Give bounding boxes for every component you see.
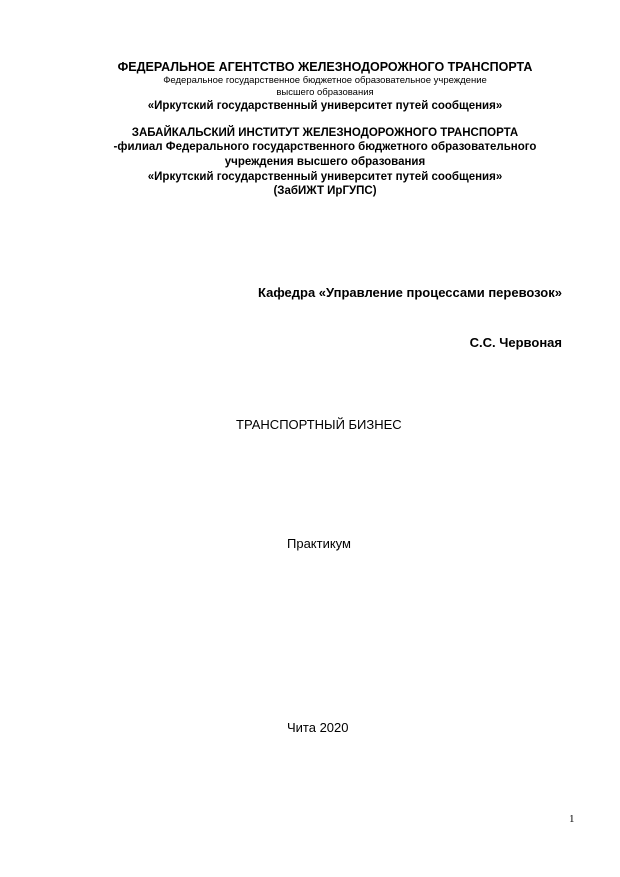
- document-title: ТРАНСПОРТНЫЙ БИЗНЕС: [236, 417, 402, 432]
- institute-branch-line-1: -филиал Федерального государственного бюджетного образовательного: [113, 141, 537, 153]
- author-name: С.С. Червоная: [469, 335, 562, 350]
- institution-type-line-1: Федеральное государственное бюджетное образовательное учреждение: [163, 75, 487, 86]
- document-type: Практикум: [287, 536, 351, 551]
- department-name: Кафедра «Управление процессами перевозок»: [258, 285, 562, 300]
- page-number: 1: [569, 813, 575, 825]
- institute-abbreviation: (ЗабИЖТ ИрГУПС): [273, 185, 377, 197]
- institution-type-line-2: высшего образования: [276, 87, 374, 98]
- city-year: Чита 2020: [287, 720, 349, 735]
- agency-name: ФЕДЕРАЛЬНОЕ АГЕНТСТВО ЖЕЛЕЗНОДОРОЖНОГО ТРАНСПОРТА: [117, 60, 533, 74]
- institute-branch-line-2: учреждения высшего образования: [224, 156, 426, 168]
- institute-branch-line-3: «Иркутский государственный университет путей сообщения»: [147, 171, 503, 183]
- university-name: «Иркутский государственный университет путей сообщения»: [147, 100, 503, 112]
- institute-name: ЗАБАЙКАЛЬСКИЙ ИНСТИТУТ ЖЕЛЕЗНОДОРОЖНОГО ТРАНСПОРТА: [131, 127, 519, 139]
